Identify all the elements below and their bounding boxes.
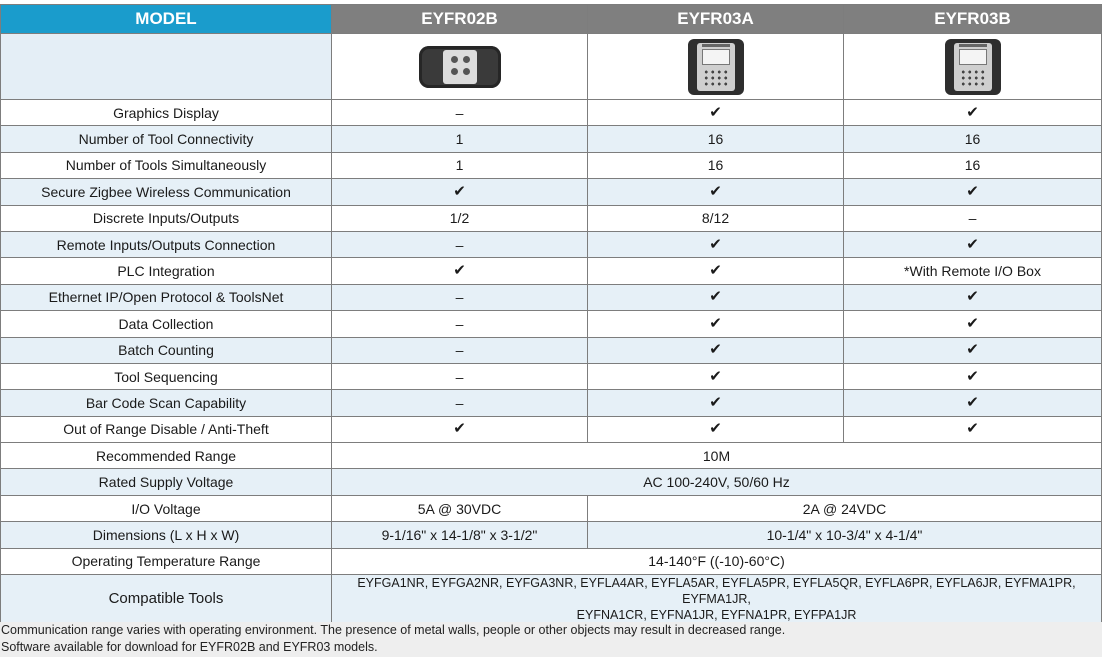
row-compatible-tools: [1, 575, 1102, 624]
table-row: [1, 311, 1102, 337]
row-label: I/O Voltage: [1, 495, 332, 521]
table-row: [1, 152, 1102, 178]
dash-icon: –: [332, 100, 588, 126]
row-label: Bar Code Scan Capability: [1, 390, 332, 416]
compatible-tools-line1: EYFGA1NR, EYFGA2NR, EYFGA3NR, EYFLA4AR, EYFLA5AR, EYFLA5PR, EYFLA5QR, EYFLA6PR, EYFLA6JR, EYFMA1PR, EYFMA1JR,: [357, 576, 1076, 607]
recommended-range-value: 10M: [332, 443, 1102, 469]
dimensions-eyfr03: 10-1/4" x 10-3/4" x 4-1/4": [588, 522, 1102, 548]
cell-value: 16: [844, 126, 1102, 152]
row-label: Operating Temperature Range: [1, 548, 332, 574]
check-icon: ✔: [844, 179, 1102, 205]
row-label: PLC Integration: [1, 258, 332, 284]
header-eyfr03a: EYFR03A: [588, 5, 844, 34]
dash-icon: –: [332, 231, 588, 257]
io-voltage-eyfr02b: 5A @ 30VDC: [332, 495, 588, 521]
dimensions-eyfr02b: 9-1/16" x 14-1/8" x 3-1/2": [332, 522, 588, 548]
row-recommended-range: [1, 443, 1102, 469]
table-row: [1, 337, 1102, 363]
row-label: Rated Supply Voltage: [1, 469, 332, 495]
image-cell-eyfr02b: [332, 34, 588, 100]
row-label: Graphics Display: [1, 100, 332, 126]
check-icon: ✔: [588, 231, 844, 257]
row-supply-voltage: [1, 469, 1102, 495]
check-icon: ✔: [332, 258, 588, 284]
check-icon: ✔: [844, 311, 1102, 337]
row-label: Remote Inputs/Outputs Connection: [1, 231, 332, 257]
row-label: Number of Tool Connectivity: [1, 126, 332, 152]
cell-value: 1: [332, 126, 588, 152]
check-icon: ✔: [588, 258, 844, 284]
compatible-tools-list: [332, 575, 1102, 624]
dash-icon: –: [332, 363, 588, 389]
row-label: Out of Range Disable / Anti-Theft: [1, 416, 332, 442]
check-icon: ✔: [844, 100, 1102, 126]
check-icon: ✔: [588, 416, 844, 442]
cell-value: *With Remote I/O Box: [844, 258, 1102, 284]
feature-rows: [1, 100, 1102, 443]
footnotes: [0, 622, 1102, 657]
table-row: [1, 126, 1102, 152]
image-row-blank: [1, 34, 332, 100]
dash-icon: –: [332, 311, 588, 337]
header-row: [1, 5, 1102, 34]
check-icon: ✔: [844, 390, 1102, 416]
dash-icon: –: [332, 284, 588, 310]
model-comparison-table: [0, 4, 1102, 624]
check-icon: ✔: [844, 284, 1102, 310]
row-operating-temp: [1, 548, 1102, 574]
row-label: Number of Tools Simultaneously: [1, 152, 332, 178]
row-label: Tool Sequencing: [1, 363, 332, 389]
row-label: Discrete Inputs/Outputs: [1, 205, 332, 231]
table-row: [1, 258, 1102, 284]
table-row: [1, 390, 1102, 416]
check-icon: ✔: [844, 416, 1102, 442]
dash-icon: –: [332, 337, 588, 363]
check-icon: ✔: [588, 100, 844, 126]
check-icon: ✔: [844, 231, 1102, 257]
compatible-tools-line2: EYFNA1CR, EYFNA1JR, EYFNA1PR, EYFPA1JR: [576, 608, 857, 623]
footnote-software: Software available for download for EYFR02B and EYFR03 models.: [1, 640, 378, 654]
header-model: MODEL: [1, 5, 332, 34]
table-row: [1, 284, 1102, 310]
table-row: [1, 205, 1102, 231]
image-cell-eyfr03b: [844, 34, 1102, 100]
operating-temp-value: 14-140°F ((-10)-60°C): [332, 548, 1102, 574]
check-icon: ✔: [588, 179, 844, 205]
cell-value: 16: [844, 152, 1102, 178]
controller-eyfr02b-icon: [419, 46, 501, 88]
controller-eyfr03a-icon: [688, 39, 744, 95]
image-row: [1, 34, 1102, 100]
cell-value: 1/2: [332, 205, 588, 231]
header-eyfr03b: EYFR03B: [844, 5, 1102, 34]
cell-value: 16: [588, 152, 844, 178]
row-label: Ethernet IP/Open Protocol & ToolsNet: [1, 284, 332, 310]
table-row: [1, 231, 1102, 257]
row-label: Recommended Range: [1, 443, 332, 469]
check-icon: ✔: [588, 284, 844, 310]
check-icon: ✔: [588, 363, 844, 389]
table-row: [1, 100, 1102, 126]
cell-value: 8/12: [588, 205, 844, 231]
row-label: Batch Counting: [1, 337, 332, 363]
check-icon: ✔: [332, 416, 588, 442]
row-dimensions: [1, 522, 1102, 548]
row-label: Data Collection: [1, 311, 332, 337]
table-row: [1, 416, 1102, 442]
check-icon: ✔: [588, 311, 844, 337]
dash-icon: –: [332, 390, 588, 416]
check-icon: ✔: [588, 337, 844, 363]
controller-eyfr03b-icon: [945, 39, 1001, 95]
dash-icon: –: [844, 205, 1102, 231]
table-row: [1, 363, 1102, 389]
check-icon: ✔: [844, 363, 1102, 389]
row-label: Compatible Tools: [1, 575, 332, 624]
image-cell-eyfr03a: [588, 34, 844, 100]
check-icon: ✔: [844, 337, 1102, 363]
row-label: Dimensions (L x H x W): [1, 522, 332, 548]
footnote-range: Communication range varies with operating environment. The presence of metal walls, people or other objects may result in decreased range.: [1, 623, 786, 637]
table-row: [1, 179, 1102, 205]
cell-value: 1: [332, 152, 588, 178]
io-voltage-eyfr03: 2A @ 24VDC: [588, 495, 1102, 521]
check-icon: ✔: [588, 390, 844, 416]
check-icon: ✔: [332, 179, 588, 205]
row-io-voltage: [1, 495, 1102, 521]
supply-voltage-value: AC 100-240V, 50/60 Hz: [332, 469, 1102, 495]
cell-value: 16: [588, 126, 844, 152]
row-label: Secure Zigbee Wireless Communication: [1, 179, 332, 205]
header-eyfr02b: EYFR02B: [332, 5, 588, 34]
